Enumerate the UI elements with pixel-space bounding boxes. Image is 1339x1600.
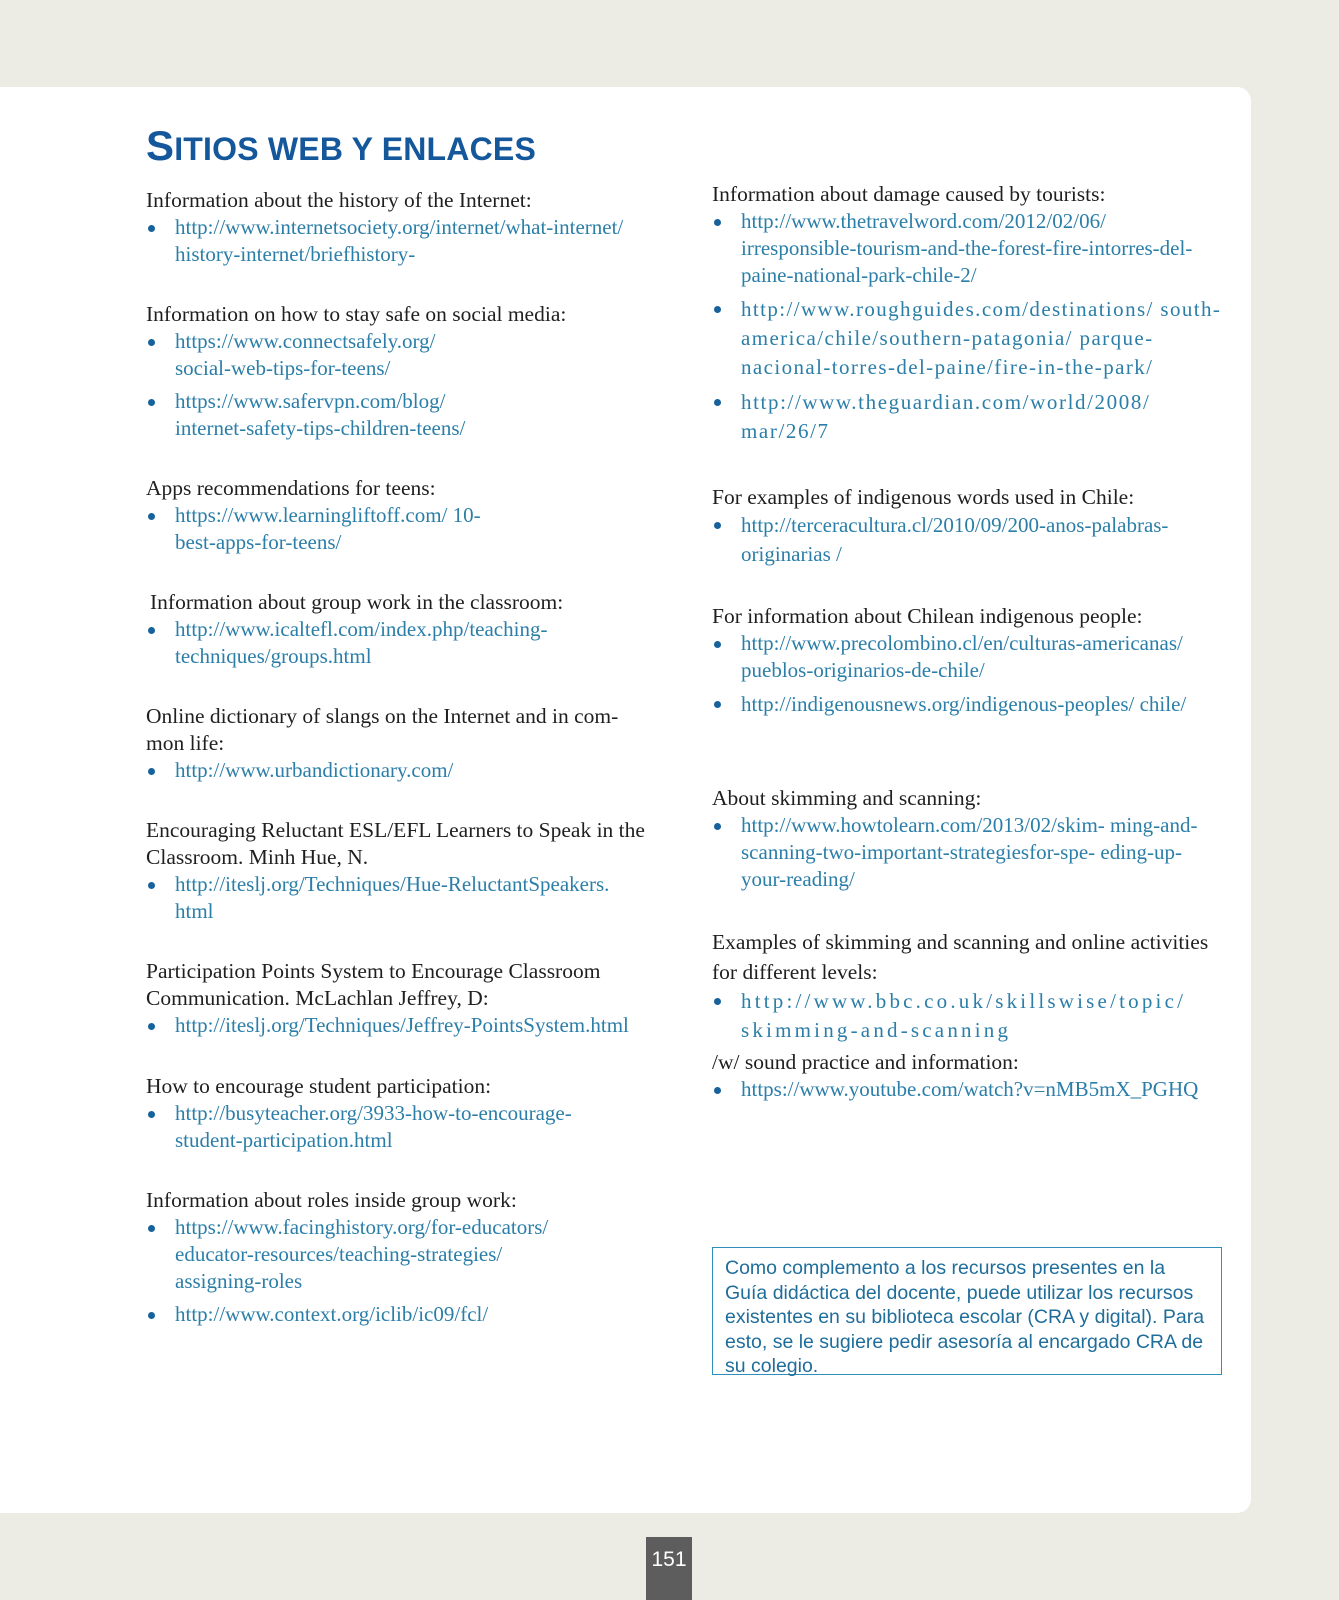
right-section-4 — [712, 785, 1222, 893]
right-section-2 — [712, 484, 1222, 569]
section-heading: About skimming and scanning: — [712, 786, 982, 810]
left-section-3 — [146, 475, 666, 556]
left-section-2 — [146, 301, 666, 442]
right-section-1 — [712, 181, 1222, 446]
section-heading: Information on how to stay safe on social media: — [146, 302, 567, 326]
page-number: 151 — [646, 1537, 692, 1600]
link-item[interactable]: http://busyteacher.org/3933-how-to-encourage- student-participation.html — [146, 1100, 615, 1154]
section-heading: Information about the history of the Internet: — [146, 188, 532, 212]
page-title — [146, 124, 536, 171]
section-heading: Participation Points System to Encourage Classroom Communication. McLachlan Jeffrey, D: — [146, 959, 601, 1010]
section-heading: For information about Chilean indigenous people: — [712, 604, 1143, 628]
left-section-7 — [146, 958, 646, 1039]
section-heading: How to encourage student participation: — [146, 1074, 492, 1098]
link-list — [146, 1214, 646, 1328]
section-heading: Information about group work in the classroom: — [150, 590, 564, 614]
link-item[interactable]: https://www.learningliftoff.com/ 10-best-apps-for-teens/ — [146, 502, 485, 556]
link-item[interactable]: http://indigenousnews.org/indigenous-peoples/ chile/ — [712, 690, 1222, 719]
link-item[interactable]: http://www.urbandictionary.com/ — [146, 757, 646, 784]
link-list — [712, 630, 1222, 719]
link-item[interactable]: http://www.howtolearn.com/2013/02/skim- ming-and-scanning-two-important-strategiesfor-spe- eding-up-your-reading/ — [712, 812, 1222, 893]
link-item[interactable]: http://www.roughguides.com/destinations/ south-america/chile/southern-patagonia/ parque-nacional-torres-del-paine/fire-in-the-park/ — [712, 295, 1222, 382]
section-heading: Online dictionary of slangs on the Internet and in com- mon life: — [146, 704, 619, 755]
link-list — [712, 1076, 1222, 1103]
right-section-5 — [712, 927, 1222, 1045]
link-list — [146, 214, 666, 268]
link-list — [146, 616, 670, 670]
link-list — [712, 208, 1222, 446]
title-initial: S — [146, 122, 175, 169]
link-list — [146, 1012, 646, 1039]
right-section-6 — [712, 1049, 1222, 1103]
link-item[interactable]: https://www.connectsafely.org/ social-web-tips-for-teens/ — [146, 328, 475, 382]
left-section-9 — [146, 1187, 646, 1328]
left-section-1 — [146, 187, 666, 268]
link-item[interactable]: https://www.facinghistory.org/for-educators/ educator-resources/teaching-strategies/ assigning-roles — [146, 1214, 585, 1295]
left-section-5 — [146, 703, 646, 784]
link-item[interactable]: http://www.internetsociety.org/internet/what-internet/ history-internet/briefhistory- — [146, 214, 666, 268]
title-rest: ITIOS WEB Y ENLACES — [174, 131, 537, 167]
left-section-8 — [146, 1073, 646, 1154]
link-item[interactable]: https://www.youtube.com/watch?v=nMB5mX_PGHQ — [712, 1076, 1222, 1103]
link-list — [146, 871, 646, 925]
link-list — [146, 1100, 646, 1154]
section-heading: Information about roles inside group work: — [146, 1188, 517, 1212]
section-heading: For examples of indigenous words used in Chile: — [712, 485, 1135, 509]
cra-note-box: Como complemento a los recursos presentes en la Guía didáctica del docente, puede utilizar los recursos existentes en su biblioteca escolar (CRA y digital). Para esto, se le sugiere pedir asesoría al encargado CRA de su colegio. — [712, 1247, 1222, 1375]
section-heading: Apps recommendations for teens: — [146, 476, 436, 500]
section-heading: /w/ sound practice and information: — [712, 1050, 1019, 1074]
link-list — [146, 757, 646, 784]
link-item[interactable]: http://www.thetravelword.com/2012/02/06/ irresponsible-tourism-and-the-forest-fire-intorres-del- paine-national-park-chile-2/ — [712, 208, 1222, 289]
link-item[interactable]: http://iteslj.org/Techniques/Jeffrey-PointsSystem.html — [146, 1012, 646, 1039]
link-item[interactable]: http://www.theguardian.com/world/2008/ mar/26/7 — [712, 388, 1222, 446]
link-item[interactable]: http://www.context.org/iclib/ic09/fcl/ — [146, 1301, 646, 1328]
link-list — [712, 987, 1222, 1045]
link-list — [712, 812, 1222, 893]
right-section-3 — [712, 603, 1222, 719]
link-list — [146, 502, 666, 556]
link-item[interactable]: http://www.icaltefl.com/index.php/teaching- techniques/groups.html — [146, 616, 595, 670]
section-heading: Encouraging Reluctant ESL/EFL Learners to Speak in the Classroom. Minh Hue, N. — [146, 818, 645, 869]
section-heading: Examples of skimming and scanning and online activities for different levels: — [712, 930, 1209, 984]
left-section-4 — [150, 589, 670, 670]
section-heading: Information about damage caused by tourists: — [712, 182, 1106, 206]
link-list — [146, 328, 666, 442]
link-item[interactable]: http://www.precolombino.cl/en/culturas-americanas/ pueblos-originarios-de-chile/ — [712, 630, 1222, 684]
link-list — [712, 511, 1222, 569]
link-item[interactable]: http://www.bbc.co.uk/skillswise/topic/ skimming-and-scanning — [712, 987, 1171, 1045]
link-item[interactable]: https://www.safervpn.com/blog/ internet-safety-tips-children-teens/ — [146, 388, 515, 442]
link-item[interactable]: http://iteslj.org/Techniques/Hue-ReluctantSpeakers. html — [146, 871, 646, 925]
link-item[interactable]: http://terceracultura.cl/2010/09/200-anos-palabras- originarias / — [712, 511, 1222, 569]
left-section-6 — [146, 817, 646, 925]
